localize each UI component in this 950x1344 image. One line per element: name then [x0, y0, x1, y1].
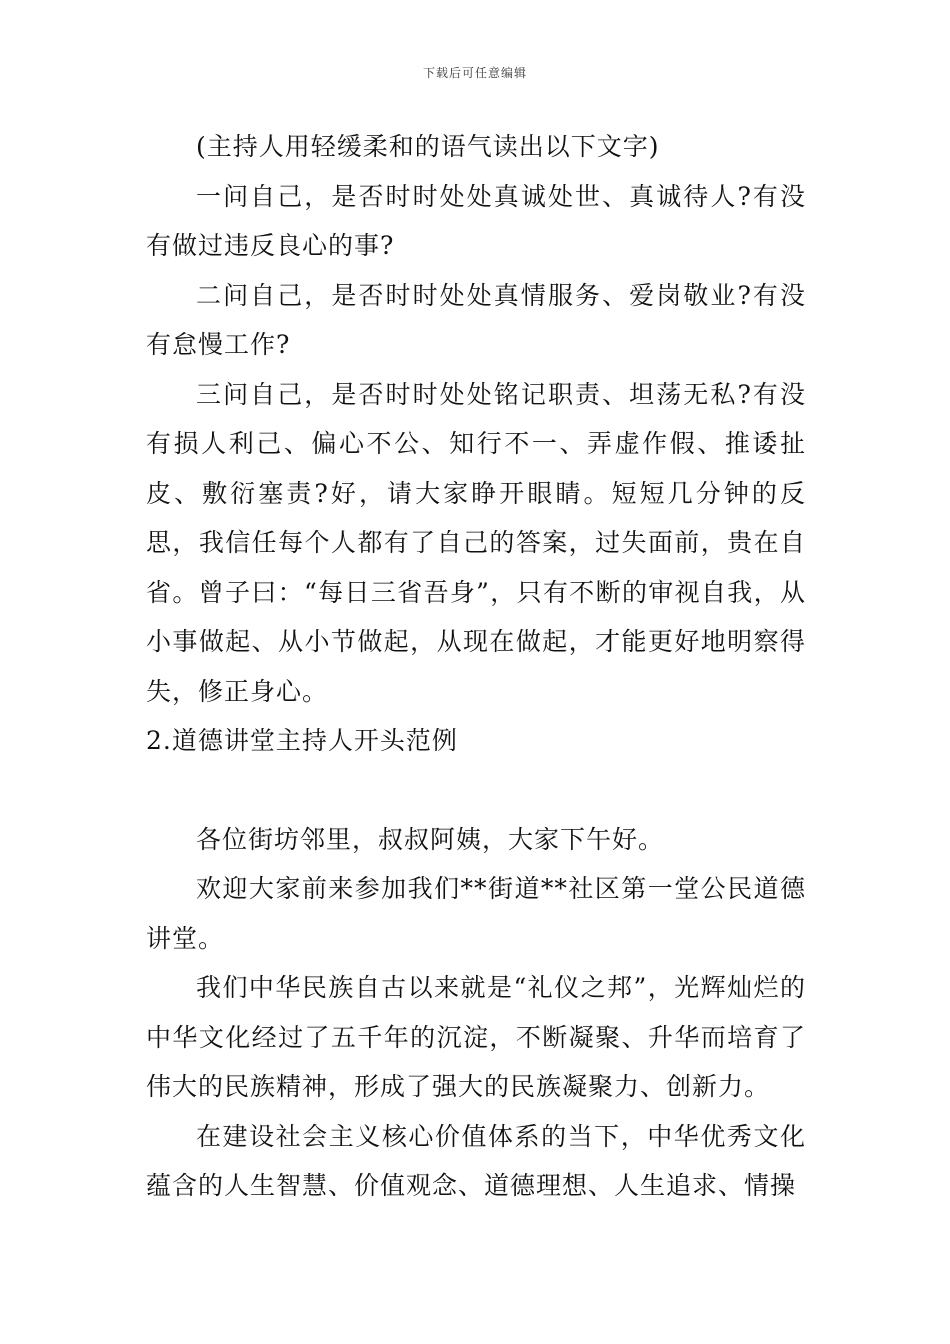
blank-line: [146, 766, 806, 815]
document-body: [146, 122, 806, 1211]
paragraph-values: 在建设社会主义核心价值体系的当下，中华优秀文化蕴含的人生智慧、价值观念、道德理想、人生追求、情操: [146, 1121, 806, 1200]
paragraph-greeting: 各位街坊邻里，叔叔阿姨，大家下午好。: [196, 824, 665, 854]
paragraph-question-1: 一问自己，是否时时处处真诚处世、真诚待人?有没有做过违反良心的事?: [146, 181, 806, 260]
paragraph-host-instruction: (主持人用轻缓柔和的语气读出以下文字): [196, 132, 660, 161]
paragraph-question-2: 二问自己，是否时时处处真情服务、爱岗敬业?有没有怠慢工作?: [146, 280, 806, 359]
paragraph-welcome: 欢迎大家前来参加我们**街道**社区第一堂公民道德讲堂。: [146, 874, 806, 953]
page-header: 下载后可任意编辑: [422, 66, 527, 80]
paragraph-culture: 我们中华民族自古以来就是“礼仪之邦”，光辉灿烂的中华文化经过了五千年的沉淀，不断凝聚、升华而培育了伟大的民族精神，形成了强大的民族凝聚力、创新力。: [146, 973, 806, 1101]
section-heading: 2.道德讲堂主持人开头范例: [146, 726, 458, 755]
paragraph-question-3: 三问自己，是否时时处处铭记职责、坦荡无私?有没有损人利己、偏心不公、知行不一、弄虚作假、推诿扯皮、敷衍塞责?好，请大家睁开眼睛。短短几分钟的反思，我信任每个人都有了自己的答案，过失面前，贵在自省。曾子曰：“每日三省吾身”，只有不断的审视自我，从小事做起、从小节做起，从现在做起，才能更好地明察得失，修正身心。: [146, 379, 806, 706]
